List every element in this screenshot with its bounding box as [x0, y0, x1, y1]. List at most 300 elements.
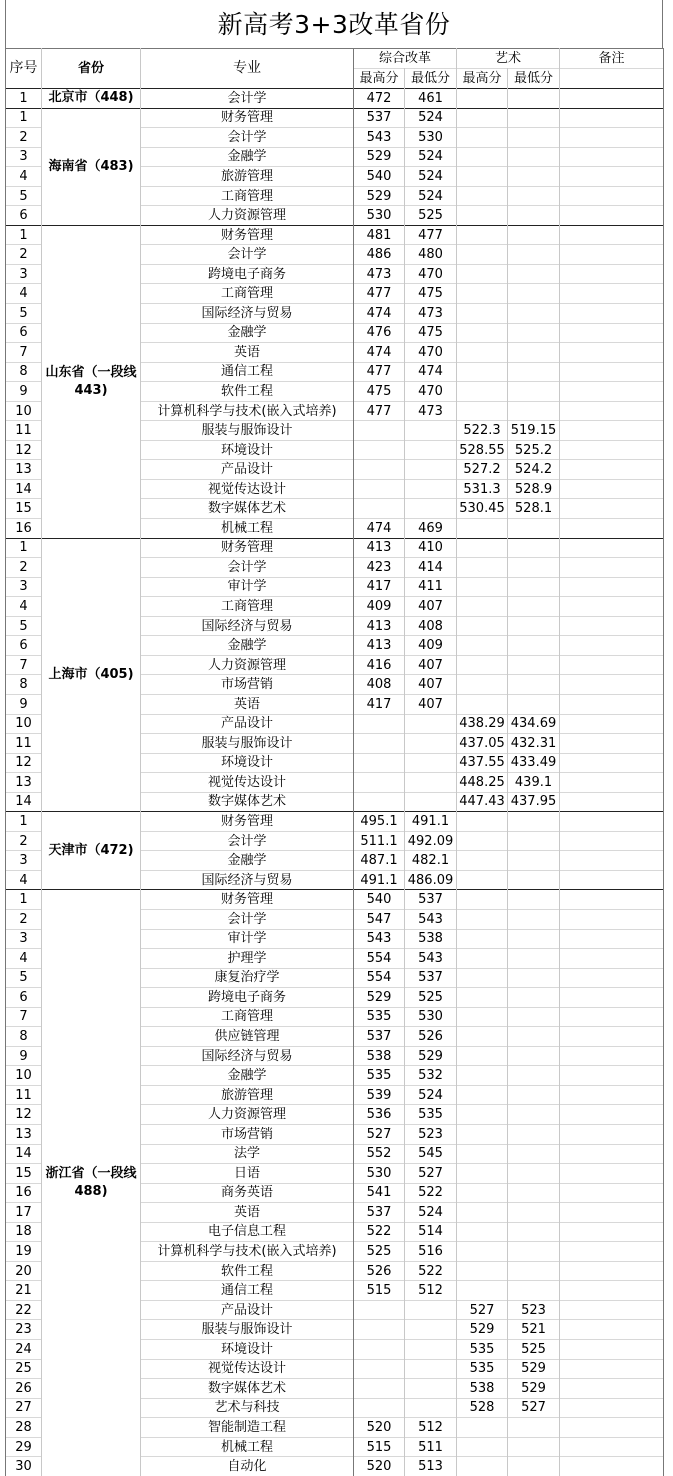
art-min-score: 439.1 — [508, 773, 560, 793]
art-min-score — [508, 890, 560, 910]
art-max-score — [457, 1046, 508, 1066]
art-max-score — [457, 851, 508, 871]
table-body — [6, 89, 664, 1476]
comp-min-score: 473 — [405, 401, 457, 421]
comp-max-score: 417 — [354, 694, 405, 714]
major-name: 法学 — [141, 1144, 354, 1164]
major-name: 金融学 — [141, 147, 354, 167]
comp-max-score: 477 — [354, 401, 405, 421]
comp-min-score: 407 — [405, 675, 457, 695]
art-max-score — [457, 968, 508, 988]
comp-max-score: 474 — [354, 304, 405, 324]
comp-max-score — [354, 440, 405, 460]
art-min-score: 528.9 — [508, 479, 560, 499]
remark-cell — [560, 949, 664, 969]
row-index: 8 — [6, 1027, 42, 1047]
art-max-score — [457, 1418, 508, 1438]
comp-min-score: 535 — [405, 1105, 457, 1125]
art-max-score — [457, 1183, 508, 1203]
row-index: 22 — [6, 1300, 42, 1320]
art-min-score — [508, 245, 560, 265]
art-min-score: 527 — [508, 1398, 560, 1418]
art-min-score: 432.31 — [508, 734, 560, 754]
row-index: 1 — [6, 812, 42, 832]
remark-cell — [560, 1007, 664, 1027]
row-index: 11 — [6, 734, 42, 754]
remark-cell — [560, 323, 664, 343]
remark-cell — [560, 89, 664, 109]
art-max-score: 527.2 — [457, 460, 508, 480]
remark-cell — [560, 792, 664, 812]
art-min-score — [508, 382, 560, 402]
major-name: 金融学 — [141, 636, 354, 656]
row-index: 9 — [6, 382, 42, 402]
row-index: 13 — [6, 1124, 42, 1144]
comp-max-score — [354, 421, 405, 441]
art-max-score — [457, 616, 508, 636]
row-index: 16 — [6, 519, 42, 539]
art-max-score — [457, 1085, 508, 1105]
comp-max-score: 476 — [354, 323, 405, 343]
remark-cell — [560, 1300, 664, 1320]
comp-min-score: 525 — [405, 988, 457, 1008]
row-index: 2 — [6, 558, 42, 578]
art-min-score — [508, 1222, 560, 1242]
art-max-score — [457, 147, 508, 167]
major-name: 国际经济与贸易 — [141, 870, 354, 890]
row-index: 6 — [6, 323, 42, 343]
comp-min-score: 513 — [405, 1457, 457, 1476]
art-max-score — [457, 929, 508, 949]
major-name: 人力资源管理 — [141, 206, 354, 226]
remark-cell — [560, 734, 664, 754]
art-max-score — [457, 1105, 508, 1125]
art-max-score — [457, 382, 508, 402]
major-name: 英语 — [141, 694, 354, 714]
comp-min-score: 514 — [405, 1222, 457, 1242]
row-index: 17 — [6, 1203, 42, 1223]
comp-max-score: 409 — [354, 597, 405, 617]
row-index: 10 — [6, 714, 42, 734]
row-index: 24 — [6, 1340, 42, 1360]
remark-cell — [560, 519, 664, 539]
row-index: 27 — [6, 1398, 42, 1418]
remark-cell — [560, 245, 664, 265]
row-index: 11 — [6, 1085, 42, 1105]
row-index: 20 — [6, 1261, 42, 1281]
art-min-score — [508, 1261, 560, 1281]
comp-max-score: 529 — [354, 988, 405, 1008]
comp-max-score — [354, 773, 405, 793]
major-name: 市场营销 — [141, 1124, 354, 1144]
remark-cell — [560, 616, 664, 636]
art-max-score — [457, 245, 508, 265]
art-min-score — [508, 909, 560, 929]
major-name: 服装与服饰设计 — [141, 1320, 354, 1340]
major-name: 视觉传达设计 — [141, 479, 354, 499]
comp-max-score: 487.1 — [354, 851, 405, 871]
major-name: 机械工程 — [141, 519, 354, 539]
major-name: 工商管理 — [141, 597, 354, 617]
comp-min-score: 414 — [405, 558, 457, 578]
row-index: 8 — [6, 362, 42, 382]
row-index: 3 — [6, 851, 42, 871]
major-name: 数字媒体艺术 — [141, 792, 354, 812]
row-index: 5 — [6, 186, 42, 206]
art-max-score — [457, 225, 508, 245]
row-index: 14 — [6, 479, 42, 499]
major-name: 艺术与科技 — [141, 1398, 354, 1418]
remark-cell — [560, 773, 664, 793]
art-max-score — [457, 597, 508, 617]
major-name: 国际经济与贸易 — [141, 304, 354, 324]
remark-cell — [560, 499, 664, 519]
art-min-score — [508, 812, 560, 832]
major-name: 会计学 — [141, 128, 354, 148]
major-name: 旅游管理 — [141, 1085, 354, 1105]
art-min-score — [508, 304, 560, 324]
art-min-score — [508, 831, 560, 851]
remark-cell — [560, 558, 664, 578]
remark-cell — [560, 1203, 664, 1223]
comp-min-score — [405, 1340, 457, 1360]
header-comp-max: 最高分 — [354, 69, 405, 89]
row-index: 2 — [6, 245, 42, 265]
art-max-score: 528 — [457, 1398, 508, 1418]
row-index: 4 — [6, 597, 42, 617]
art-min-score: 525 — [508, 1340, 560, 1360]
row-index: 9 — [6, 694, 42, 714]
comp-min-score: 407 — [405, 694, 457, 714]
art-max-score — [457, 1007, 508, 1027]
row-index: 5 — [6, 616, 42, 636]
art-min-score — [508, 1164, 560, 1184]
comp-max-score: 525 — [354, 1242, 405, 1262]
comp-min-score: 543 — [405, 909, 457, 929]
comp-max-score — [354, 1340, 405, 1360]
major-name: 数字媒体艺术 — [141, 499, 354, 519]
header-comp-min: 最低分 — [405, 69, 457, 89]
major-name: 英语 — [141, 1203, 354, 1223]
row-index: 15 — [6, 499, 42, 519]
remark-cell — [560, 1418, 664, 1438]
art-max-score — [457, 909, 508, 929]
art-max-score — [457, 401, 508, 421]
comp-max-score: 529 — [354, 186, 405, 206]
header-index: 序号 — [6, 49, 42, 89]
row-index: 11 — [6, 421, 42, 441]
art-min-score — [508, 186, 560, 206]
art-max-score: 437.55 — [457, 753, 508, 773]
art-min-score — [508, 929, 560, 949]
remark-cell — [560, 401, 664, 421]
comp-min-score: 512 — [405, 1418, 457, 1438]
major-name: 工商管理 — [141, 186, 354, 206]
row-index: 7 — [6, 1007, 42, 1027]
comp-min-score: 524 — [405, 167, 457, 187]
major-name: 会计学 — [141, 909, 354, 929]
comp-max-score: 495.1 — [354, 812, 405, 832]
art-min-score: 521 — [508, 1320, 560, 1340]
remark-cell — [560, 1066, 664, 1086]
comp-max-score: 540 — [354, 890, 405, 910]
row-index: 8 — [6, 675, 42, 695]
comp-max-score: 554 — [354, 968, 405, 988]
comp-max-score: 477 — [354, 284, 405, 304]
major-name: 服装与服饰设计 — [141, 734, 354, 754]
art-max-score — [457, 284, 508, 304]
art-min-score — [508, 323, 560, 343]
row-index: 12 — [6, 440, 42, 460]
row-index: 25 — [6, 1359, 42, 1379]
comp-min-score: 482.1 — [405, 851, 457, 871]
remark-cell — [560, 128, 664, 148]
row-index: 30 — [6, 1457, 42, 1476]
remark-cell — [560, 225, 664, 245]
comp-max-score: 413 — [354, 616, 405, 636]
province-cell: 浙江省（一段线488) — [42, 890, 141, 1476]
comp-max-score: 536 — [354, 1105, 405, 1125]
province-cell: 海南省（483) — [42, 108, 141, 225]
comp-max-score: 537 — [354, 1027, 405, 1047]
art-min-score — [508, 1046, 560, 1066]
remark-cell — [560, 1398, 664, 1418]
major-name: 审计学 — [141, 929, 354, 949]
header-art: 艺术 — [457, 49, 560, 69]
comp-max-score: 543 — [354, 929, 405, 949]
comp-min-score: 530 — [405, 1007, 457, 1027]
art-max-score — [457, 636, 508, 656]
remark-cell — [560, 1027, 664, 1047]
comp-min-score: 524 — [405, 147, 457, 167]
remark-cell — [560, 988, 664, 1008]
art-min-score — [508, 108, 560, 128]
row-index: 3 — [6, 147, 42, 167]
comp-min-score: 511 — [405, 1437, 457, 1457]
row-index: 5 — [6, 968, 42, 988]
comp-min-score — [405, 421, 457, 441]
remark-cell — [560, 929, 664, 949]
major-name: 会计学 — [141, 558, 354, 578]
row-index: 4 — [6, 167, 42, 187]
major-name: 市场营销 — [141, 675, 354, 695]
comp-max-score — [354, 753, 405, 773]
comp-max-score — [354, 460, 405, 480]
art-min-score: 529 — [508, 1359, 560, 1379]
row-index: 29 — [6, 1437, 42, 1457]
comp-max-score: 535 — [354, 1007, 405, 1027]
remark-cell — [560, 1164, 664, 1184]
art-max-score — [457, 538, 508, 558]
comp-min-score: 512 — [405, 1281, 457, 1301]
art-max-score — [457, 1261, 508, 1281]
art-min-score — [508, 949, 560, 969]
comp-min-score: 524 — [405, 108, 457, 128]
comp-min-score: 538 — [405, 929, 457, 949]
major-name: 英语 — [141, 343, 354, 363]
header-remark: 备注 — [560, 49, 664, 69]
remark-cell — [560, 284, 664, 304]
province-cell: 北京市（448) — [42, 89, 141, 109]
art-min-score — [508, 362, 560, 382]
comp-max-score — [354, 734, 405, 754]
remark-cell — [560, 343, 664, 363]
art-max-score — [457, 304, 508, 324]
art-max-score — [457, 323, 508, 343]
major-name: 软件工程 — [141, 1261, 354, 1281]
major-name: 环境设计 — [141, 1340, 354, 1360]
header-art-min: 最低分 — [508, 69, 560, 89]
comp-min-score: 537 — [405, 890, 457, 910]
art-min-score — [508, 968, 560, 988]
row-index: 6 — [6, 988, 42, 1008]
header-remark-blank — [560, 69, 664, 89]
major-name: 财务管理 — [141, 108, 354, 128]
remark-cell — [560, 694, 664, 714]
major-name: 产品设计 — [141, 460, 354, 480]
remark-cell — [560, 382, 664, 402]
comp-max-score: 486 — [354, 245, 405, 265]
remark-cell — [560, 147, 664, 167]
remark-cell — [560, 714, 664, 734]
major-name: 机械工程 — [141, 1437, 354, 1457]
art-min-score — [508, 636, 560, 656]
art-max-score — [457, 655, 508, 675]
art-min-score — [508, 538, 560, 558]
row-index: 1 — [6, 89, 42, 109]
art-min-score: 523 — [508, 1300, 560, 1320]
major-name: 供应链管理 — [141, 1027, 354, 1047]
major-name: 财务管理 — [141, 225, 354, 245]
row-index: 26 — [6, 1379, 42, 1399]
comp-min-score: 516 — [405, 1242, 457, 1262]
remark-cell — [560, 206, 664, 226]
major-name: 会计学 — [141, 831, 354, 851]
row-index: 1 — [6, 538, 42, 558]
major-name: 自动化 — [141, 1457, 354, 1476]
score-table — [5, 48, 664, 1476]
comp-max-score: 515 — [354, 1281, 405, 1301]
score-sheet — [5, 0, 663, 1476]
art-max-score — [457, 988, 508, 1008]
art-min-score — [508, 225, 560, 245]
comp-max-score — [354, 714, 405, 734]
art-min-score — [508, 694, 560, 714]
remark-cell — [560, 538, 664, 558]
row-index: 3 — [6, 264, 42, 284]
table-row — [6, 225, 664, 245]
art-min-score — [508, 1457, 560, 1476]
comp-max-score: 541 — [354, 1183, 405, 1203]
remark-cell — [560, 831, 664, 851]
remark-cell — [560, 304, 664, 324]
row-index: 18 — [6, 1222, 42, 1242]
comp-min-score: 530 — [405, 128, 457, 148]
province-cell: 山东省（一段线443) — [42, 225, 141, 538]
row-index: 12 — [6, 753, 42, 773]
comp-max-score: 413 — [354, 538, 405, 558]
comp-min-score: 491.1 — [405, 812, 457, 832]
remark-cell — [560, 1340, 664, 1360]
row-index: 10 — [6, 401, 42, 421]
comp-min-score — [405, 440, 457, 460]
row-index: 1 — [6, 108, 42, 128]
comp-min-score: 523 — [405, 1124, 457, 1144]
comp-max-score — [354, 1300, 405, 1320]
art-min-score — [508, 1242, 560, 1262]
art-min-score — [508, 89, 560, 109]
comp-min-score: 545 — [405, 1144, 457, 1164]
comp-min-score: 524 — [405, 186, 457, 206]
comp-max-score: 491.1 — [354, 870, 405, 890]
comp-min-score: 407 — [405, 597, 457, 617]
art-max-score: 522.3 — [457, 421, 508, 441]
major-name: 视觉传达设计 — [141, 1359, 354, 1379]
comp-max-score: 530 — [354, 1164, 405, 1184]
row-index: 28 — [6, 1418, 42, 1438]
row-index: 9 — [6, 1046, 42, 1066]
art-min-score — [508, 1124, 560, 1144]
art-max-score: 535 — [457, 1359, 508, 1379]
major-name: 国际经济与贸易 — [141, 616, 354, 636]
major-name: 商务英语 — [141, 1183, 354, 1203]
remark-cell — [560, 1437, 664, 1457]
comp-min-score: 469 — [405, 519, 457, 539]
art-max-score — [457, 831, 508, 851]
comp-max-score: 472 — [354, 89, 405, 109]
remark-cell — [560, 108, 664, 128]
comp-min-score: 529 — [405, 1046, 457, 1066]
art-min-score: 437.95 — [508, 792, 560, 812]
art-min-score — [508, 128, 560, 148]
remark-cell — [560, 1379, 664, 1399]
major-name: 护理学 — [141, 949, 354, 969]
comp-max-score: 511.1 — [354, 831, 405, 851]
art-max-score — [457, 167, 508, 187]
major-name: 通信工程 — [141, 1281, 354, 1301]
art-min-score — [508, 519, 560, 539]
art-min-score: 529 — [508, 1379, 560, 1399]
row-index: 4 — [6, 949, 42, 969]
row-index: 3 — [6, 577, 42, 597]
row-index: 10 — [6, 1066, 42, 1086]
art-max-score — [457, 206, 508, 226]
art-min-score — [508, 577, 560, 597]
comp-min-score: 480 — [405, 245, 457, 265]
row-index: 4 — [6, 284, 42, 304]
art-min-score — [508, 1085, 560, 1105]
major-name: 智能制造工程 — [141, 1418, 354, 1438]
remark-cell — [560, 1359, 664, 1379]
art-min-score — [508, 264, 560, 284]
major-name: 产品设计 — [141, 1300, 354, 1320]
comp-min-score: 525 — [405, 206, 457, 226]
comp-max-score: 477 — [354, 362, 405, 382]
art-max-score — [457, 1203, 508, 1223]
table-row — [6, 89, 664, 109]
comp-max-score: 527 — [354, 1124, 405, 1144]
major-name: 财务管理 — [141, 538, 354, 558]
comp-min-score — [405, 499, 457, 519]
table-row — [6, 890, 664, 910]
art-min-score — [508, 1027, 560, 1047]
comp-max-score: 417 — [354, 577, 405, 597]
comp-min-score — [405, 460, 457, 480]
comp-max-score: 473 — [354, 264, 405, 284]
header-province: 省份 — [42, 49, 141, 89]
comp-min-score — [405, 792, 457, 812]
table-row — [6, 538, 664, 558]
